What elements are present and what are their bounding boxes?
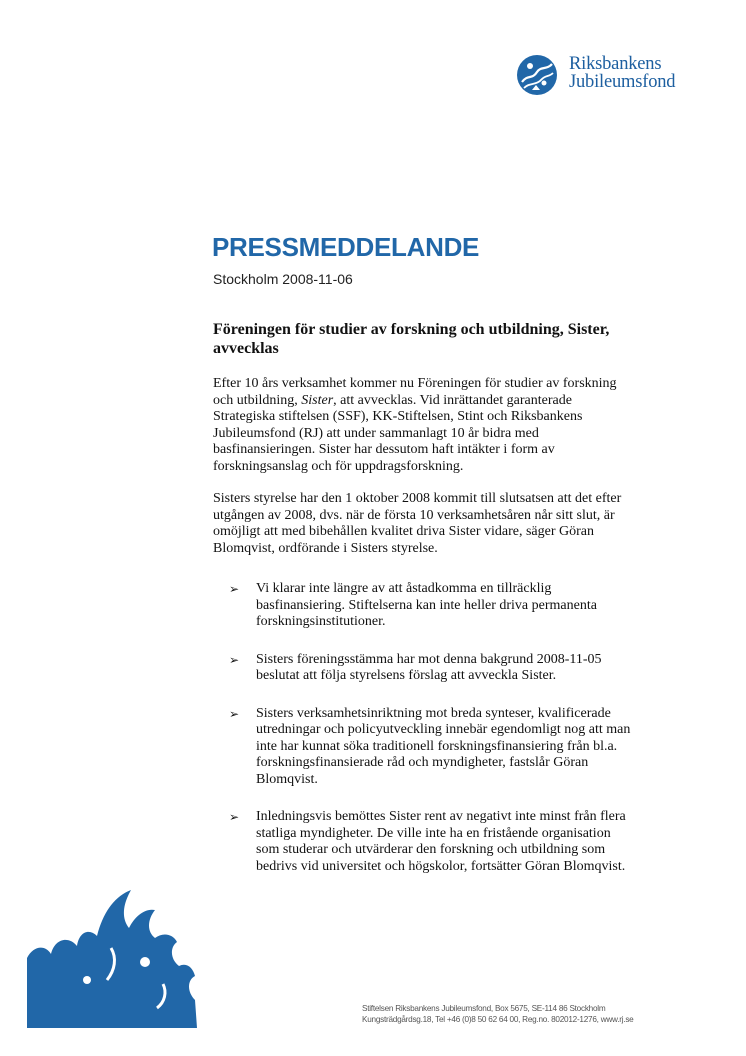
bullet-text: Sisters verksamhetsinriktning mot breda synteser, kvalificerade utredningar och policyutveckling innebär egendomligt nog att man inte har kunnat söka traditionell forskningsfinansiering från bl.a. forskningsfinansierade råd och myndigheter, fastslår Göran Blomqvist. [256, 705, 631, 787]
bullet-item [213, 652, 633, 685]
footer-address [362, 1004, 702, 1025]
article-body [213, 320, 633, 896]
dateline: Stockholm 2008-11-06 [213, 271, 353, 287]
arrow-bullet-icon: ➢ [229, 810, 240, 824]
wave-crest-icon [27, 888, 197, 1028]
article-title: Föreningen för studier av forskning och utbildning, Sister, avvecklas [213, 321, 610, 357]
arrow-bullet-icon: ➢ [229, 652, 240, 667]
logo-line-2: Jubileumsfond [569, 72, 676, 92]
paragraph-1-end: , att avvecklas. Vid inrättandet garanterade Strategiska stiftelsen (SSF), KK-Stiftelsen, Stint och Riksbankens Jubileumsfond (RJ) att under sammanlagt 10 år bidra med basfinansieringen. Sister har dessutom haft intäkter i form av forskningsanslag och för uppdragsforskning. [213, 392, 583, 474]
paragraph-1-start: Efter 10 års verksamhet kommer nu Föreningen för studier av forskning och utbildning, [213, 376, 617, 408]
bullet-item [213, 581, 633, 631]
paragraph-1-emphasis: Sister [301, 392, 334, 408]
bullet-text: Vi klarar inte längre av att åstadkomma en tillräcklig basfinansiering. Stiftelserna kan inte heller driva permanenta forskningsinstitutioner. [256, 581, 597, 629]
logo-line-1: Riksbankens [569, 54, 662, 74]
paragraph-2: Sisters styrelse har den 1 oktober 2008 kommit till slutsatsen att det efter utgången av 2008, dvs. när de första 10 verksamhetsåren når sitt slut, är omöjligt att med bibehållen kvalitet driva Sister vidare, säger Göran Blomqvist, ordförande i Sisters styrelse. [213, 491, 622, 556]
arrow-bullet-icon: ➢ [229, 706, 240, 721]
bullet-item [213, 706, 633, 789]
press-release-heading: PRESSMEDDELANDE [212, 232, 480, 262]
bullet-text: Sisters föreningsstämma har mot denna bakgrund 2008-11-05 beslutat att följa styrelsens förslag att avveckla Sister. [256, 651, 602, 683]
footer-line-2: Kungsträdgårdsg.18, Tel +46 (0)8 50 62 64 00, Reg.no. 802012-1276, www.rj.se [362, 1014, 634, 1024]
rj-logo [514, 52, 684, 98]
bullet-text: Inledningsvis bemöttes Sister rent av negativt inte minst från flera statliga myndigheter. De ville inte ha en fristående organisation som studerar och utvärderar den forskning och utbildning som bedrivs vid universitet och högskolor, fortsätter Göran Blomqvist. [256, 809, 626, 874]
bullet-item [213, 809, 633, 875]
arrow-bullet-icon: ➢ [229, 582, 240, 596]
footer-line-1: Stiftelsen Riksbankens Jubileumsfond, Box 5675, SE-114 86 Stockholm [362, 1004, 606, 1013]
rj-emblem-icon [514, 52, 560, 98]
paragraph-1 [213, 376, 633, 475]
bullet-list [213, 581, 633, 875]
